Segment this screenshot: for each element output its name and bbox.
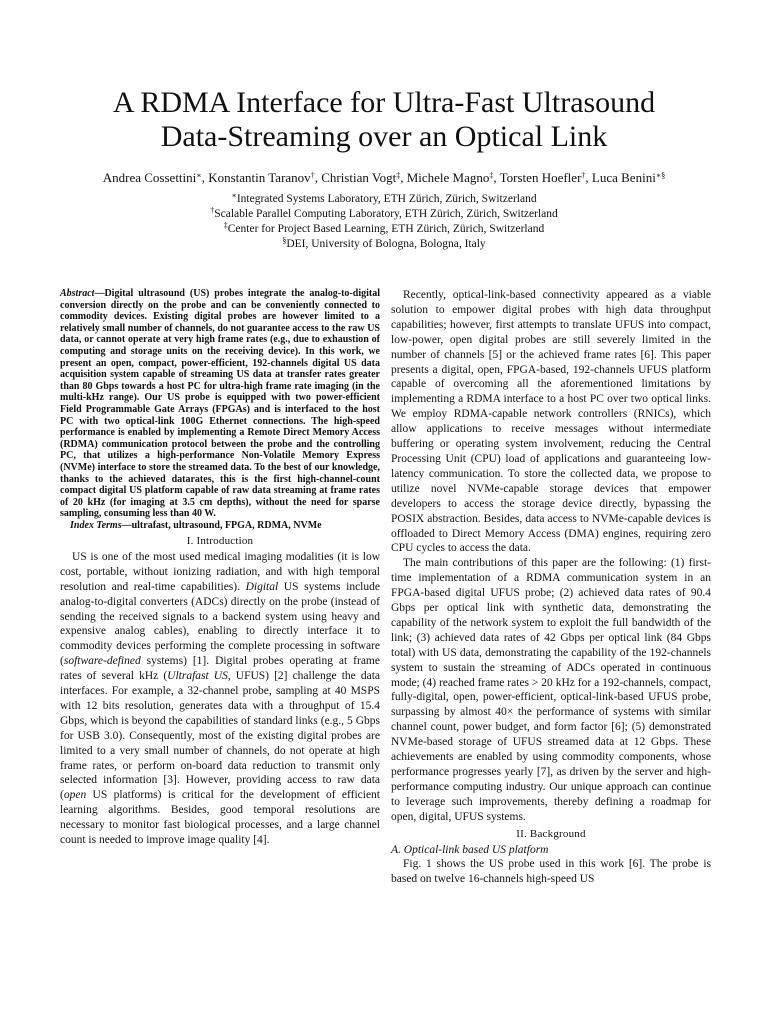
section-heading-background: II. Background [516,827,586,840]
right-column [391,288,711,886]
subsection-heading-optical-link: A. Optical-link based US platform [391,843,549,856]
abstract [60,288,380,520]
section-heading-introduction: I. Introduction [186,534,254,547]
affiliation-list [40,192,728,252]
left-column [60,288,380,848]
paragraph-background: Fig. 1 shows the US probe used in this work [6]. The probe is based on twelve 16-channels high-speed US [391,857,711,885]
author: Konstantin Taranov† [208,170,315,185]
title-line-1: A RDMA Interface for Ultra-Fast Ultrasound [112,86,656,119]
abstract-text: —Digital ultrasound (US) probes integrate the analog-to-digital conversion directly on the probe and can be conveniently connected to commodity devices. Existing digital probes are however limited to a relatively small number of channels, do not guarantee access to the raw US data, or cannot operate at very high frame rates (e.g., due to exhaustion of computing and storage units on the receiving device). In this work, we present an open, compact, power-efficient, 192-channels digital US data acquisition system capable of streaming US data at transfer rates greater than 80 Gbps towards a host PC for ultra-high frame rate imaging (in the multi-kHz range). Our US probe is equipped with two power-efficient Field Programmable Gate Arrays (FPGAs) and is interfaced to the host PC with two optical-link 100G Ethernet connections. The high-speed performance is enabled by implementing a Remote Direct Memory Access (RDMA) communication protocol between the probe and the controlling PC, that utilizes a high-performance Non-Volatile Memory Express (NVMe) interface to store the streamed data. To the best of our knowledge, thanks to the achieved datarates, this is the first high-channel-count compact digital US platform capable of raw data streaming at frame rates of 20 kHz (for imaging at 3.5 cm depths), without the need for sparse sampling, consuming less than 40 W. [60,288,380,520]
author: Andrea Cossettini∗ [102,170,202,185]
affiliation: §DEI, University of Bologna, Bologna, Italy [282,236,486,250]
affiliation: †Scalable Parallel Computing Laboratory, ETH Zürich, Zürich, Switzerland [210,206,558,220]
index-terms-text: —ultrafast, ultrasound, FPGA, RDMA, NVMe [121,519,322,531]
affiliation: ∗Integrated Systems Laboratory, ETH Zürich, Zürich, Switzerland [231,191,537,205]
index-terms-label: Index Terms [70,519,122,531]
title-line-2: Data-Streaming over an Optical Link [160,120,608,153]
paragraph-contributions: The main contributions of this paper are the following: (1) first-time implementation of a RDMA communication system in an FPGA-based digital UFUS probe; (2) achieved data rates of 90.4 Gbps per optical link with synthetic data, demonstrating the capability of the network system to exploit the full bandwidth of the link; (3) achieved data rates of 42 Gbps per optical link (84 Gbps total) with US data, demonstrating the capability of the 192-channels system to sustain the streaming of ADCs operated in continuous mode; (4) reached frame rates > 20 kHz for a 192-channels, compact, fully-digital, open, power-efficient, optical-link-based UFUS probe, surpassing by almost 40× the performance of systems with similar channel count, power budget, and form factor [6]; (5) demonstrated NVMe-based storage of UFUS streamed data at 12 Gbps. These achievements are enabled by using commodity components, whose performance progresses yearly [7], as driven by the server and high-performance computing industry. Our unique approach can continue to leverage such improvements, thereby defining a roadmap for open, digital, UFUS systems. [391,557,711,823]
introduction-paragraph: US is one of the most used medical imaging modalities (it is low cost, portable, without ionizing radiation, and with high temporal resolution and real-time capabilities). Digital US systems include analog-to-digital converters (ADCs) directly on the probe (instead of sending the received signals to a backend system using heavy and expensive analog cables), enabling to directly interface it to commodity devices performing the complete processing in software (software-defined systems) [1]. Digital probes operating at frame rates of several kHz (Ultrafast US, UFUS) [2] challenge the data interfaces. For example, a 32-channel probe, sampling at 40 MSPS with 12 bits resolution, generates data with a throughput of 15.4 Gbps, which is beyond the capabilities of standard links (e.g., 5 Gbps for USB 3.0). Consequently, most of the existing digital probes are limited to a very small number of channels, do not operate at high frame rates, or perform on-board data reduction to transmit only selected information [3]. However, providing access to raw data (open US platforms) is critical for the development of efficient learning algorithms. Besides, good temporal resolutions are necessary to monitor fast biological processes, and a large channel count is needed to improve image quality [4]. [60,550,380,847]
author: Christian Vogt‡ [321,170,401,185]
author: Michele Magno‡ [406,170,494,185]
author: Luca Benini∗§ [591,170,666,185]
index-terms [60,520,380,532]
affiliation: ‡Center for Project Based Learning, ETH Zürich, Zürich, Switzerland [223,221,545,235]
paper-title [40,86,728,154]
author: Torsten Hoefler† [499,170,586,185]
paragraph-motivation: Recently, optical-link-based connectivity appeared as a viable solution to empower digital probes with high data throughput capabilities; however, first attempts to translate UFUS into compact, low-power, open digital probes are still severely limited in the number of channels [5] or the achieved frame rates [6]. This paper presents a digital, open, FPGA-based, 192-channels UFUS platform capable of overcoming all the aforementioned limitations by implementing a RDMA interface to a host PC over two optical links. We employ RDMA-capable network controllers (RNICs), which allow applications to receive messages without intermediate buffering or operating system involvement, reducing the Central Processing Unit (CPU) load of applications and guaranteeing low-latency communication. To store the collected data, we propose to utilize novel NVMe-capable storage devices that empower developers to access the storage device directly, bypassing the POSIX abstraction. Besides, data access to NVMe-capable devices is offloaded to Direct Memory Access (DMA) engines, requiring zero CPU cycles to access the data. [391,289,711,555]
abstract-label: Abstract [60,288,95,299]
author-list: Andrea Cossettini∗, Konstantin Taranov†, Christian Vogt‡, Michele Magno‡, Torsten Hoefler†, Luca Benini∗§ [102,170,666,185]
